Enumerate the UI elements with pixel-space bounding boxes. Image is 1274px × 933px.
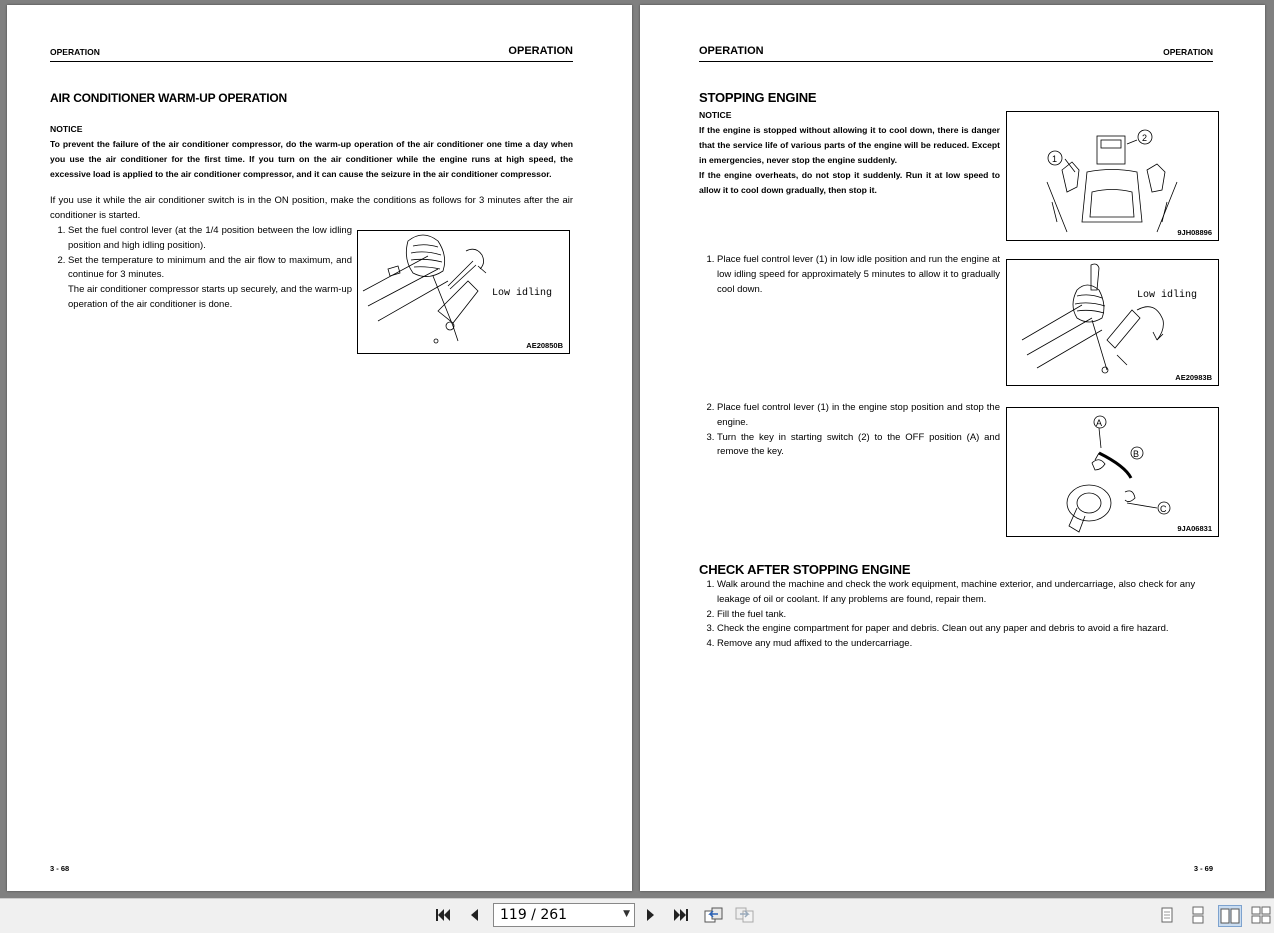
first-page-icon [434, 907, 452, 923]
page-header [699, 42, 1213, 62]
next-page-icon [644, 907, 658, 923]
steps-list [50, 224, 352, 313]
list-item: 1. Walk around the machine and check the work equipment, machine exterior, and undercarriage, also check for any leakage of oil or coolant. If any problems are found, repair them. [717, 578, 1223, 608]
step-list-2 [699, 401, 1000, 460]
single-page-icon [1159, 906, 1175, 924]
notice-label: NOTICE [699, 110, 732, 120]
list-item-text: Set the temperature to minimum and the air flow to maximum, and continue for 3 minutes. [68, 254, 352, 281]
figure-code: AE20850B [526, 341, 563, 350]
callout-1: 1 [1052, 154, 1058, 164]
list-item [68, 254, 352, 313]
header-left: OPERATION [699, 45, 764, 57]
continuous-facing-view-button[interactable] [1250, 905, 1272, 925]
fuel-lever-illustration [1007, 260, 1218, 385]
continuous-facing-icon [1251, 906, 1271, 924]
page-left [7, 5, 632, 891]
step-list-1 [699, 253, 1000, 297]
cab-illustration [1007, 112, 1218, 240]
notice-text: To prevent the failure of the air conditioner compressor, do the warm-up operation of the air conditioner one time a day when you use the air conditioner for the first time. If you turn on the air conditioner while the engine runs at high speed, the excessive load is applied to the air conditioner compressor, and it can cause the seizure in the air conditioner compressor. [50, 139, 573, 179]
figure-code: 9JH08896 [1177, 228, 1212, 237]
fuel-lever-illustration [358, 231, 569, 353]
next-page-button[interactable] [640, 905, 662, 925]
notice-paragraph: If the engine is stopped without allowing it to cool down, there is danger that the service life of various parts of the engine will be reduced. Except in emergencies, never stop the engine suddenly. [699, 125, 1000, 165]
forward-view-icon [734, 906, 756, 924]
list-item: 3. Turn the key in starting switch (2) to the OFF position (A) and remove the key. [717, 431, 1000, 461]
page-right [640, 5, 1265, 891]
list-item: 2. Place fuel control lever (1) in the engine stop position and stop the engine. [717, 401, 1000, 431]
check-list [699, 578, 1223, 652]
continuous-view-button[interactable] [1187, 905, 1209, 925]
step-note: The air conditioner compressor starts up securely, and the warm-up operation of the air conditioner is done. [68, 284, 352, 310]
section-title: AIR CONDITIONER WARM-UP OPERATION [50, 91, 287, 105]
list-item: 1. Place fuel control lever (1) in low idle position and run the engine at low idling speed for approximately 5 minutes to allow it to gradually cool down. [717, 253, 1000, 297]
section-title: STOPPING ENGINE [699, 90, 817, 105]
header-left: OPERATION [50, 47, 100, 57]
figure-fuel-lever [1006, 259, 1219, 386]
figure-cab [1006, 111, 1219, 241]
figure-label: Low idling [1137, 290, 1198, 301]
list-item: 2. Fill the fuel tank. [717, 608, 1223, 623]
section-title: CHECK AFTER STOPPING ENGINE [699, 562, 911, 577]
first-page-button[interactable] [432, 905, 454, 925]
figure-fuel-lever [357, 230, 570, 354]
callout-a: A [1096, 418, 1103, 428]
header-right: OPERATION [1163, 47, 1213, 57]
list-item: 1. Set the fuel control lever (at the 1/4 position between the low idling position and high idling position). [68, 224, 352, 254]
go-back-view-button[interactable] [703, 905, 725, 925]
list-item: 3. Check the engine compartment for paper and debris. Clean out any paper and debris to avoid a fire hazard. [717, 622, 1223, 637]
last-page-button[interactable] [670, 905, 692, 925]
notice-label: NOTICE [50, 124, 83, 134]
facing-pages-icon [1220, 907, 1240, 925]
go-forward-view-button[interactable] [734, 905, 756, 925]
callout-c: C [1160, 504, 1167, 514]
notice-paragraph: If the engine overheats, do not stop it suddenly. Run it at low speed to allow it to cool down gradually, then stop it. [699, 170, 1000, 195]
callout-2: 2 [1142, 133, 1148, 143]
continuous-page-icon [1190, 906, 1206, 924]
figure-code: AE20983B [1175, 373, 1212, 382]
page-number-value: 119 / 261 [500, 907, 568, 923]
last-page-icon [672, 907, 690, 923]
list-item: 4. Remove any mud affixed to the undercarriage. [717, 637, 1223, 652]
page-number-input[interactable] [493, 903, 635, 927]
key-switch-illustration [1007, 408, 1218, 536]
previous-page-button[interactable] [463, 905, 485, 925]
header-right: OPERATION [508, 45, 573, 57]
back-view-icon [703, 906, 725, 924]
chevron-down-icon[interactable]: ▼ [623, 909, 630, 919]
page-header [50, 42, 573, 62]
single-page-view-button[interactable] [1156, 905, 1178, 925]
figure-code: 9JA06831 [1177, 524, 1212, 533]
navigation-toolbar [0, 898, 1274, 933]
intro-text: If you use it while the air conditioner switch is in the ON position, make the conditions as follows for 3 minutes after the air conditioner is started. [50, 195, 573, 221]
figure-label: Low idling [492, 288, 553, 299]
page-number: 3 - 69 [1193, 864, 1213, 873]
facing-pages-view-button[interactable] [1218, 905, 1242, 927]
figure-key-switch [1006, 407, 1219, 537]
callout-b: B [1133, 449, 1140, 459]
page-number: 3 - 68 [50, 864, 70, 873]
previous-page-icon [467, 907, 481, 923]
notice-text [699, 123, 1000, 198]
